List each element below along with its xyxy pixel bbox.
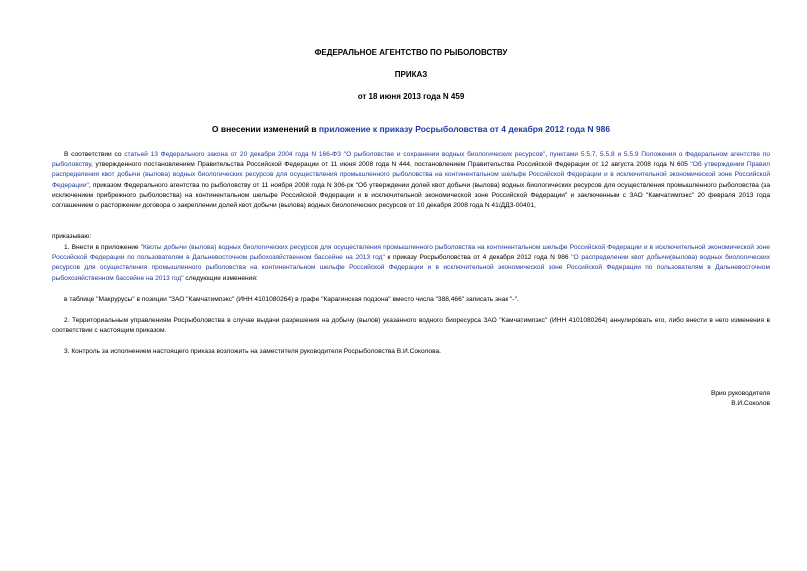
item-3-paragraph: 3. Контроль за исполнением настоящего приказа возложить на заместителя руководителя Росрыболовства В.И.Соколова.	[64, 348, 441, 355]
signature-name: В.И.Соколов	[731, 400, 770, 407]
item-1-link-appendix[interactable]: "Квоты добычи (вылова) водных биологических ресурсов для осуществления промышленного рыболовства на континентальном шельфе Российской Федерации и в исключительной экономической зоне Российской Федерации по пользователям в Дальневосточном рыбохозяйственном бассейне на 2013 год"	[52, 244, 770, 262]
preamble-text-1: В соответствии со	[64, 151, 125, 158]
preamble-text-3: , утвержденного постановлением Правительства Российской Федерации от 11 июня 2008 года N 444, постановлением Правительства Российской Федерации от 12 августа 2008 года N 605	[91, 161, 691, 169]
preamble-link-law[interactable]: статьей 13 Федерального закона от 20 декабря 2004 года N 166-ФЗ "О рыболовстве и сохранении водных биологических ресурсов"	[124, 151, 546, 158]
signature-position: Врио руководителя	[710, 390, 770, 397]
item-2-paragraph: 2. Территориальным управлениям Росрыболовства в случае выдачи разрешения на добычу (вылов) указанного водного биоресурса ЗАО "Камчатимпэкс" (ИНН 4101080264) аннулировать его, либо внести в него изменения в соответствии с настоящим приказом.	[52, 317, 770, 335]
document-type-heading: ПРИКАЗ	[394, 70, 428, 79]
title-link[interactable]: приложение к приказу Росрыболовства от 4 декабря 2012 года N 986	[318, 124, 611, 134]
item-1-link-order[interactable]: "О распределении квот добычи(вылова) водных биологических ресурсов для осуществления промышленного рыболовства на континентальном шельфе Российской Федерации и в исключительной экономической зоне Российской Федерации по пользователям в Дальневосточном рыбохозяйственном бассейне на 2013 год"	[52, 254, 771, 282]
item-1-text-3: следующие изменения:	[183, 274, 258, 282]
item-1-text-1: 1. Внести в приложение	[64, 244, 141, 251]
item-1-paragraph	[52, 243, 770, 284]
item-1-subparagraph: в таблице "Макрурусы" в позиции "ЗАО "Камчатимпэкс" (ИНН 4101080264) в графе "Карагинская подзона" вместо числа "388,466" записать знак "-".	[64, 296, 519, 303]
preamble-paragraph	[52, 150, 770, 211]
preamble-link-rules[interactable]: "Об утверждении Правил распределения квот добычи (вылова) водных биологических ресурсов для осуществления промышленного рыболовства на континентальном шельфе Российской Федерации и в исключительной экономической зоне Российской Федерации"	[52, 161, 770, 189]
preamble-text-4: , приказом Федерального агентства по рыболовству от 11 ноября 2008 года N 306-рк "Об утверждении долей квот добычи (вылова) водных биологических ресурсов для осуществления промышленного рыболовства (за исключением прибрежного рыболовства) на континентальном шельфе Российской Федерации и в исключительной экономической зоне Российской Федерации" и заключенным с ЗАО "Камчатимпэкс" 20 февраля 2013 года соглашением о расторжении договора о закреплении долей квот добычи (вылова) водных биологических ресурсов от 10 декабря 2008 года N 41/ДДЗ-00401,	[52, 181, 770, 210]
item-1-text-2: к приказу Росрыболовства от 4 декабря 2012 года N 986	[384, 254, 572, 262]
document-title	[52, 124, 770, 134]
title-prefix: О внесении изменений в	[211, 124, 319, 134]
preamble-text-2: ,	[545, 151, 550, 158]
date-number-heading: от 18 июня 2013 года N 459	[357, 92, 465, 101]
agency-heading: ФЕДЕРАЛЬНОЕ АГЕНТСТВО ПО РЫБОЛОВСТВУ	[314, 48, 508, 57]
preamble-link-regulation[interactable]: пунктами 5.5.7, 5.5.8 и 5.5.9 Положения о Федеральном агентстве по рыболовству	[52, 151, 770, 169]
order-word: приказываю:	[52, 233, 92, 240]
